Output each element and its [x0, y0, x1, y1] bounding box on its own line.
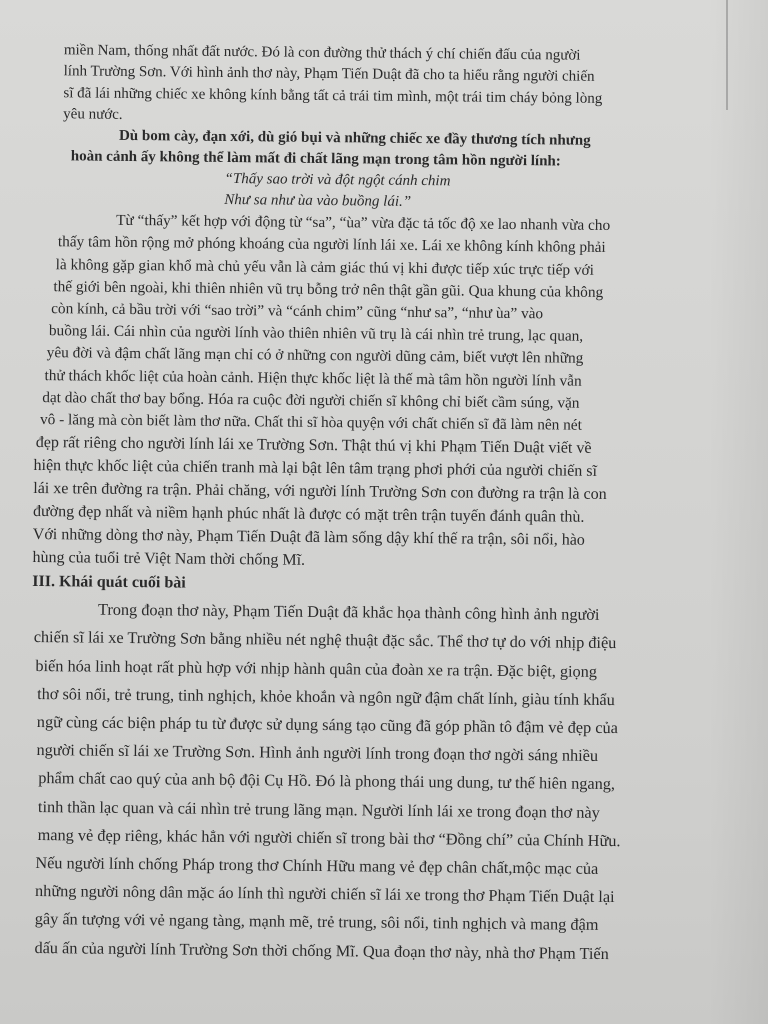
- paragraph-conclusion: [28, 595, 732, 969]
- text-line: miền Nam, thống nhất đất nước. Đó là con đường thử thách ý chí chiến đấu của người: [63, 42, 581, 64]
- text-line: đường đẹp nhất và niềm hạnh phúc nhất là được có mặt trên trận tuyến đánh quân thù.: [32, 503, 585, 526]
- text-line: vô - lăng mà còn biết làm thơ nữa. Chất thi sĩ hòa quyện với chất chiến sĩ đã làm nên nét: [39, 411, 582, 434]
- text-line: Như sa như ùa vào buồng lái.”: [224, 192, 412, 211]
- text-line: người chiến sĩ lái xe Trường Sơn. Hình ảnh người lính trong đoạn thơ ngời sáng nhiều: [36, 740, 599, 766]
- text-line: Với những dòng thơ này, Phạm Tiến Duật đã làm sống dậy khí thế ra trận, sôi nổi, hào: [32, 526, 585, 549]
- poem-quote: [36, 167, 736, 216]
- text-line: dấu ấn của người lính Trường Sơn thời chống Mĩ. Qua đoạn thơ này, nhà thơ Phạm Tiến: [34, 937, 609, 963]
- text-line: là không gặp gian khổ mà chủ yếu vẫn là cảm giác thú vị khi được tiếp xúc trực tiếp với: [55, 255, 594, 279]
- text-line: thấy tâm hồn rộng mở phóng khoáng của người lính lái xe. Lái xe không kính không phải: [57, 233, 606, 257]
- text-line: còn kính, cả bầu trời với “sao trời” và “cánh chim” cũng “như sa”, “như ùa” vào: [51, 300, 544, 323]
- paragraph-analysis-end: [32, 431, 733, 576]
- paragraph-bold-intro: [37, 125, 737, 174]
- text-line: hùng của tuổi trẻ Việt Nam thời chống Mĩ.: [32, 549, 306, 570]
- section-heading: III. Khái quát cuối bài: [32, 573, 186, 592]
- text-line: yêu đời và đậm chất lãng mạn chỉ có ở những con người dũng cảm, biết vượt lên những: [46, 344, 584, 368]
- text-line: mang vẻ đẹp riêng, khác hẳn với người chiến sĩ trong bài thơ “Đồng chí” của Chính Hữu.: [37, 824, 621, 850]
- paragraph-opening: [37, 40, 738, 133]
- text-line: Dù bom cày, đạn xới, dù gió bụi và những chiếc xe đầy thương tích nhưng: [118, 128, 591, 149]
- text-line: gây ấn tượng với vẻ ngang tàng, mạnh mẽ, trẻ trung, sôi nổi, tinh nghịch và mang đậm: [34, 909, 599, 935]
- text-line: “Thấy sao trời và đột ngột cánh chim: [224, 171, 451, 190]
- text-line: lính Trường Sơn. Với hình ảnh thơ này, Phạm Tiến Duật đã cho ta hiểu rằng người chiến: [63, 63, 595, 86]
- text-column: [28, 40, 738, 969]
- text-line: dạt dào chất thơ bay bổng. Hóa ra cuộc đời người chiến sĩ không chỉ biết cầm súng, vặn: [42, 388, 580, 412]
- text-line: yêu nước.: [63, 106, 123, 123]
- text-line: buồng lái. Cái nhìn của người lính vào thiên nhiên vũ trụ là cái nhìn trẻ trung, lạc quan,: [48, 322, 584, 345]
- text-line: ngữ cùng các biện pháp tu từ được sử dụng sáng tạo cũng đã góp phần tô đậm vẻ đẹp của: [36, 712, 618, 738]
- text-line: Từ “thấy” kết hợp với động từ “sa”, “ùa” vừa đặc tả tốc độ xe lao nhanh vừa cho: [116, 212, 611, 235]
- text-line: tinh thần lạc quan và cái nhìn trẻ trung lãng mạn. Người lính lái xe trong đoạn thơ này: [37, 796, 600, 822]
- text-line: hoàn cảnh ấy không thể làm mất đi chất lãng mạn trong tâm hồn người lính:: [70, 148, 561, 170]
- text-line: lái xe trên đường ra trận. Phải chăng, với người lính Trường Sơn con đường ra trận là con: [33, 480, 607, 504]
- text-line: phẩm chất cao quý của anh bộ đội Cụ Hồ. Đó là phong thái ung dung, tư thế hiên ngang,: [38, 768, 616, 794]
- text-line: những người nông dân mặc áo lính thì người chiến sĩ lái xe trong thơ Phạm Tiến Duật lại: [34, 881, 615, 907]
- text-line: sĩ đã lái những chiếc xe không kính bằng tất cả trái tim mình, một trái tim cháy bỏng lòng: [63, 84, 603, 107]
- text-line: biến hóa linh hoạt rất phù hợp với nhịp hành quân của đoàn xe ra trận. Đặc biệt, giọng: [35, 655, 598, 681]
- text-line: thơ sôi nổi, trẻ trung, tinh nghịch, khỏe khoắn và ngôn ngữ đậm chất lính, giàu tính khẩu: [37, 683, 615, 709]
- text-line: thử thách khốc liệt của hoàn cảnh. Hiện thực khốc liệt là thế mà tâm hồn người lính vẫn: [44, 366, 582, 390]
- text-line: Trong đoạn thơ này, Phạm Tiến Duật đã khắc họa thành công hình ảnh người: [97, 599, 600, 625]
- text-line: Nếu người lính chống Pháp trong thơ Chính Hữu mang vẻ đẹp chân chất,mộc mạc của: [35, 853, 599, 878]
- text-line: đẹp rất riêng cho người lính lái xe Trường Sơn. Thật thú vị khi Phạm Tiến Duật viết về: [35, 434, 592, 458]
- text-line: thế giới bên ngoài, khi thiên nhiên vũ trụ bỗng trở nên thật gần gũi. Qua khung của không: [53, 277, 604, 301]
- text-line: hiện thực khốc liệt của chiến tranh mà lại bật lên tâm trạng phơi phới của người chiến sĩ: [33, 457, 598, 481]
- paragraph-analysis: [34, 209, 736, 438]
- text-line: chiến sĩ lái xe Trường Sơn bằng nhiều nét nghệ thuật đặc sắc. Thể thơ tự do với nhịp điệu: [33, 627, 617, 653]
